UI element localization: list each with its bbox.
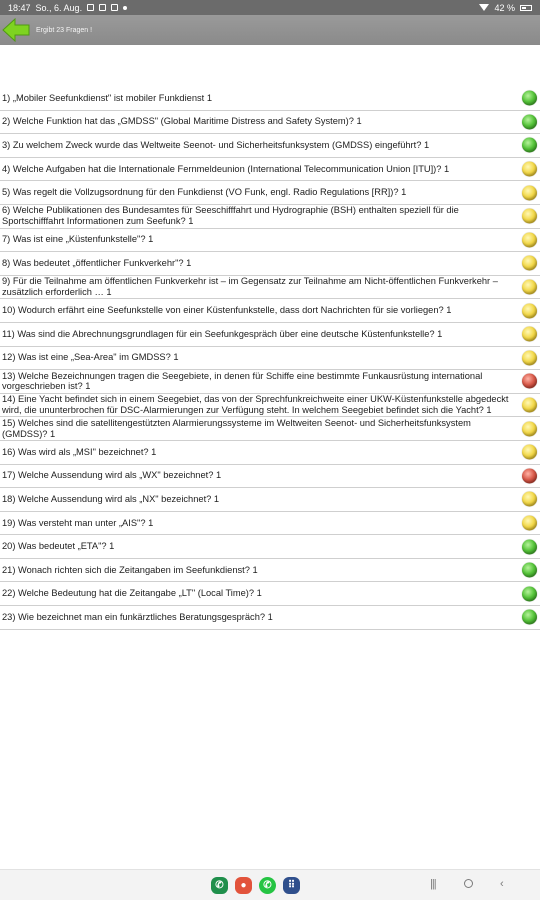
status-green-icon xyxy=(522,586,537,601)
status-yellow-icon xyxy=(522,303,537,318)
status-yellow-icon xyxy=(522,421,537,436)
more-notifications-icon xyxy=(123,6,127,10)
question-text: 1) „Mobiler Seefunkdienst" ist mobiler Funkdienst 1 xyxy=(2,92,212,103)
question-text: 9) Für die Teilnahme am öffentlichen Funkverkehr ist – im Gegensatz zur Teilnahme am Nicht-öffentlichen Funkverkehr – zusätzlich erforderlich … 1 xyxy=(2,276,498,298)
question-text: 6) Welche Publikationen des Bundesamtes für Seeschifffahrt und Hydrographie (BSH) enthalten speziell für die Sportschifffahrt Informationen zum Seefunk? 1 xyxy=(2,205,459,227)
status-red-icon xyxy=(522,374,537,389)
question-row[interactable] xyxy=(0,417,540,441)
question-row[interactable] xyxy=(0,465,540,489)
question-text: 5) Was regelt die Vollzugsordnung für den Funkdienst (VO Funk, engl. Radio Regulations [RR])? 1 xyxy=(2,187,407,198)
status-yellow-icon xyxy=(522,280,537,295)
status-yellow-icon xyxy=(522,209,537,224)
contacts-icon[interactable]: ● xyxy=(235,877,252,894)
question-text: 21) Wonach richten sich die Zeitangaben im Seefunkdienst? 1 xyxy=(2,564,258,575)
question-row[interactable] xyxy=(0,323,540,347)
question-text: 20) Was bedeutet „ETA"? 1 xyxy=(2,541,115,552)
status-yellow-icon xyxy=(522,492,537,507)
status-green-icon xyxy=(522,563,537,578)
status-red-icon xyxy=(522,468,537,483)
question-row[interactable] xyxy=(0,441,540,465)
battery-icon xyxy=(520,5,532,11)
page-title: Ergibt 23 Fragen ! xyxy=(36,26,93,34)
notification-icon xyxy=(87,4,94,11)
status-date: So., 6. Aug. xyxy=(35,2,83,13)
home-button[interactable] xyxy=(464,879,473,888)
question-row[interactable] xyxy=(0,394,540,418)
question-text: 7) Was ist eine „Küstenfunkstelle"? 1 xyxy=(2,234,154,245)
app-bar xyxy=(0,15,540,45)
question-row[interactable] xyxy=(0,370,540,394)
status-green-icon xyxy=(522,91,537,106)
settings-notification-icon xyxy=(111,4,118,11)
question-row[interactable] xyxy=(0,606,540,630)
question-text: 4) Welche Aufgaben hat die Internationale Fernmeldeunion (International Telecommunication Union [ITU])? 1 xyxy=(2,163,450,174)
status-yellow-icon xyxy=(522,398,537,413)
question-row[interactable] xyxy=(0,347,540,371)
question-row[interactable] xyxy=(0,535,540,559)
question-text: 12) Was ist eine „Sea-Area" im GMDSS? 1 xyxy=(2,352,179,363)
status-yellow-icon xyxy=(522,350,537,365)
battery-percent: 42 % xyxy=(494,2,515,13)
question-row[interactable] xyxy=(0,205,540,229)
question-row[interactable] xyxy=(0,276,540,300)
status-yellow-icon xyxy=(522,445,537,460)
question-row[interactable] xyxy=(0,158,540,182)
question-row[interactable] xyxy=(0,488,540,512)
status-yellow-icon xyxy=(522,256,537,271)
back-nav-button[interactable]: ‹ xyxy=(500,878,504,890)
question-row[interactable] xyxy=(0,559,540,583)
question-row[interactable] xyxy=(0,582,540,606)
question-text: 8) Was bedeutet „öffentlicher Funkverkehr"? 1 xyxy=(2,258,192,269)
status-yellow-icon xyxy=(522,232,537,247)
status-green-icon xyxy=(522,138,537,153)
question-row[interactable] xyxy=(0,181,540,205)
question-row[interactable] xyxy=(0,111,540,135)
status-time: 18:47 xyxy=(8,2,31,13)
question-text: 19) Was versteht man unter „AIS"? 1 xyxy=(2,517,154,528)
status-bar-left xyxy=(8,3,127,13)
wifi-icon xyxy=(479,4,489,11)
question-text: 11) Was sind die Abrechnungsgrundlagen für ein Seefunkgespräch über eine deutsche Küstenfunkstelle? 1 xyxy=(2,328,443,339)
whatsapp-icon[interactable]: ✆ xyxy=(259,877,276,894)
question-row[interactable] xyxy=(0,512,540,536)
status-green-icon xyxy=(522,114,537,129)
question-text: 13) Welche Bezeichnungen tragen die Seegebiete, in denen für Schiffe eine bestimmte Funkausrüstung international vorgeschrieben ist? 1 xyxy=(2,370,483,392)
status-green-icon xyxy=(522,539,537,554)
question-text: 22) Welche Bedeutung hat die Zeitangabe „LT" (Local Time)? 1 xyxy=(2,588,262,599)
question-text: 3) Zu welchem Zweck wurde das Weltweite Seenot- und Sicherheitsfunksystem (GMDSS) eingeführt? 1 xyxy=(2,140,430,151)
app-grid-icon[interactable]: ⠿ xyxy=(283,877,300,894)
sync-icon xyxy=(99,4,106,11)
status-yellow-icon xyxy=(522,327,537,342)
question-text: 14) Eine Yacht befindet sich in einem Seegebiet, das von der Sprechfunkreichweite einer UKW-Küstenfunkstelle abgedeckt wird, die ununterbrochen für DSC-Alarmierungen zur Verfügung steht. In welchem Seegebiet befindet sich die Yacht? 1 xyxy=(2,394,509,416)
status-bar-right xyxy=(479,3,532,13)
question-text: 2) Welche Funktion hat das „GMDSS" (Global Maritime Distress and Safety System)? 1 xyxy=(2,116,362,127)
question-text: 10) Wodurch erfährt eine Seefunkstelle von einer Küstenfunkstelle, dass dort Nachrichten für sie vorliegen? 1 xyxy=(2,305,452,316)
question-text: 17) Welche Aussendung wird als „WX" bezeichnet? 1 xyxy=(2,470,222,481)
question-list xyxy=(0,87,540,630)
recent-apps-button[interactable]: ||| xyxy=(430,878,436,890)
question-text: 15) Welches sind die satellitengestützten Alarmierungssysteme im Weltweiten Seenot- und Sicherheitsfunksystem (GMDSS)? 1 xyxy=(2,417,471,439)
question-row[interactable] xyxy=(0,252,540,276)
question-text: 23) Wie bezeichnet man ein funkärztliches Beratungsgespräch? 1 xyxy=(2,611,273,622)
arrow-left-icon xyxy=(2,18,30,42)
navigation-bar xyxy=(0,869,540,900)
question-row[interactable] xyxy=(0,134,540,158)
status-yellow-icon xyxy=(522,162,537,177)
status-bar xyxy=(0,0,540,15)
status-yellow-icon xyxy=(522,185,537,200)
status-green-icon xyxy=(522,610,537,625)
question-text: 18) Welche Aussendung wird als „NX" bezeichnet? 1 xyxy=(2,493,220,504)
question-row[interactable] xyxy=(0,87,540,111)
question-text: 16) Was wird als „MSI" bezeichnet? 1 xyxy=(2,446,157,457)
question-row[interactable] xyxy=(0,229,540,253)
dock xyxy=(211,877,300,894)
status-yellow-icon xyxy=(522,515,537,530)
back-button[interactable] xyxy=(0,15,32,45)
phone-icon[interactable]: ✆ xyxy=(211,877,228,894)
question-row[interactable] xyxy=(0,299,540,323)
